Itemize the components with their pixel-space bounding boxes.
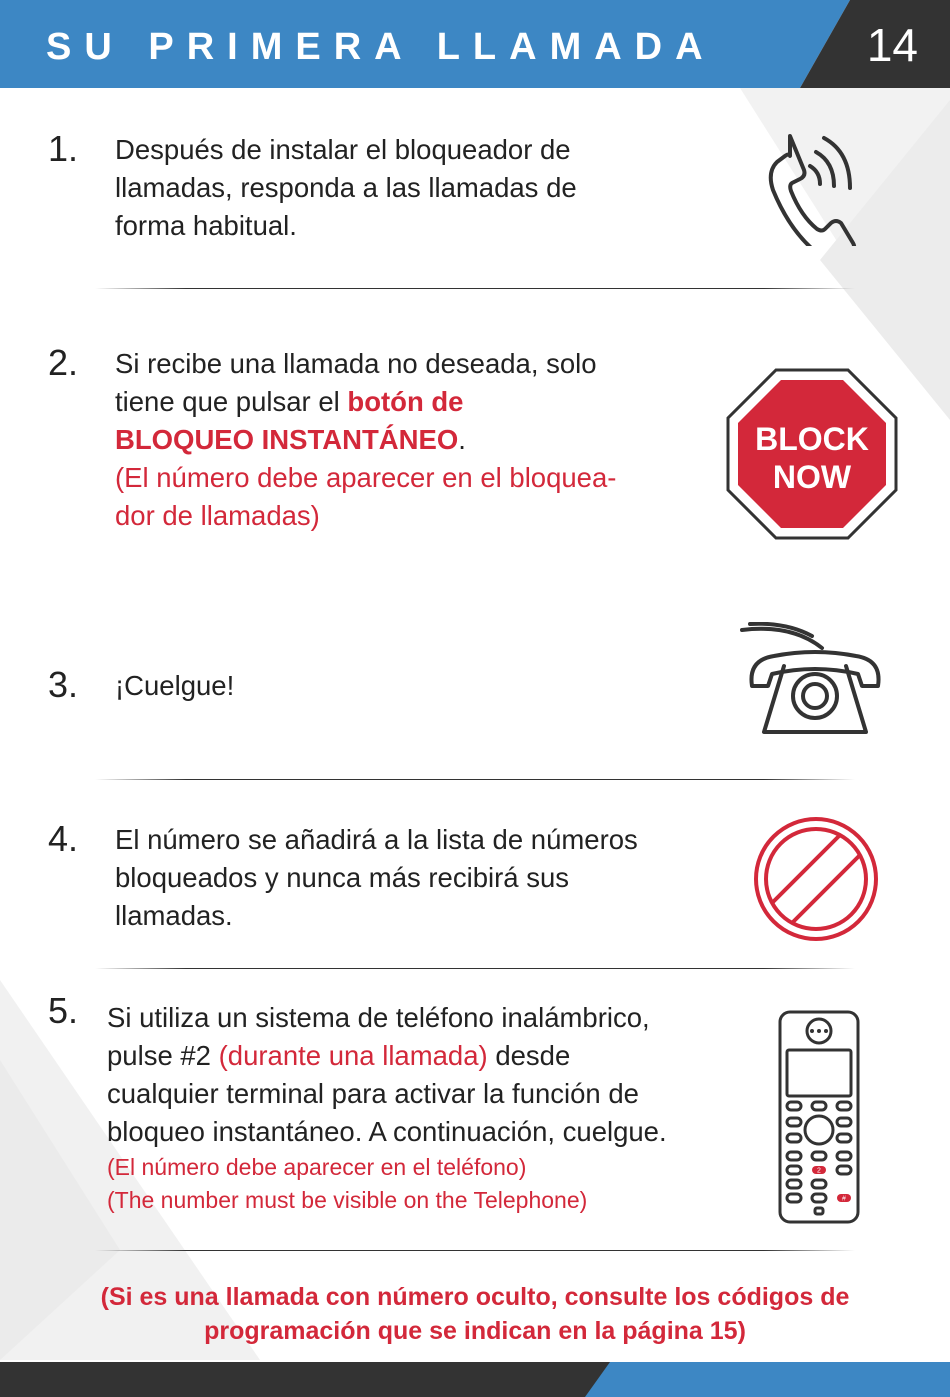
block-now-stop-sign-icon [726, 368, 898, 540]
step-text-line: Si utiliza un sistema de teléfono inalámbrico, [107, 1002, 650, 1033]
rotary-phone-hang-up-icon [740, 622, 890, 742]
step-text-line: forma habitual. [115, 210, 297, 241]
step-text-line [115, 421, 695, 459]
step-2 [48, 342, 688, 542]
step-note-line: (El número debe aparecer en el bloquea- [115, 462, 617, 493]
step-text-line [107, 1037, 747, 1075]
step-number: 3. [48, 664, 79, 705]
emphasis-text: (durante una llamada) [218, 1040, 488, 1071]
step-number: 2. [48, 342, 79, 383]
key-label: # [842, 1195, 846, 1203]
step-text [107, 999, 747, 1217]
step-number: 4. [48, 818, 79, 859]
footnote-line: programación que se indican en la página 15) [204, 1317, 746, 1345]
sign-text: NOW [772, 459, 852, 495]
key-label: 2 [817, 1167, 821, 1175]
prohibited-icon [752, 815, 880, 943]
page-title: SU PRIMERA LLAMADA [46, 26, 716, 68]
step-number: 5. [48, 990, 79, 1031]
step-text-line [115, 383, 695, 421]
step-text: ¡Cuelgue! [115, 670, 235, 701]
step-text [115, 345, 695, 535]
text-run: pulse #2 [107, 1040, 219, 1071]
emphasis-text: BLOQUEO INSTANTÁNEO [115, 424, 459, 455]
divider [95, 288, 855, 289]
page-number: 14 [866, 19, 918, 71]
divider [95, 779, 855, 780]
cordless-handset-icon [777, 1010, 861, 1226]
divider [95, 1250, 855, 1251]
step-text-line: llamadas. [115, 900, 233, 931]
step-text [115, 821, 715, 935]
step-4 [48, 818, 688, 948]
step-text-line: bloqueo instantáneo. A continuación, cuelgue. [107, 1116, 667, 1147]
step-note-line: dor de llamadas) [115, 500, 320, 531]
step-1 [48, 128, 688, 258]
footer-bar [0, 1362, 950, 1397]
step-text-line: Si recibe una llamada no deseada, solo [115, 348, 597, 379]
header-bar [0, 0, 950, 88]
text-run: desde [487, 1040, 571, 1071]
emphasis-text: botón de [347, 386, 464, 417]
step-number: 1. [48, 128, 79, 169]
step-text-line: Después de instalar el bloqueador de [115, 134, 571, 165]
step-text [115, 131, 675, 245]
step-5 [48, 990, 738, 1220]
footnote [60, 1280, 890, 1348]
footnote-line: (Si es una llamada con número oculto, consulte los códigos de [100, 1283, 850, 1311]
step-text-line: El número se añadirá a la lista de números [115, 824, 638, 855]
phone-handset-ringing-icon [752, 126, 878, 246]
divider [95, 968, 855, 969]
step-note-line: (El número debe aparecer en el teléfono) [107, 1154, 527, 1180]
sign-text: BLOCK [755, 421, 869, 457]
step-3 [48, 664, 688, 724]
step-text-line: cualquier terminal para activar la función de [107, 1078, 639, 1109]
text-run: . [458, 424, 466, 455]
text-run: tiene que pulsar el [115, 386, 348, 417]
step-text-line: llamadas, responda a las llamadas de [115, 172, 577, 203]
step-text-line: bloqueados y nunca más recibirá sus [115, 862, 570, 893]
step-note-line: (The number must be visible on the Telephone) [107, 1187, 588, 1213]
